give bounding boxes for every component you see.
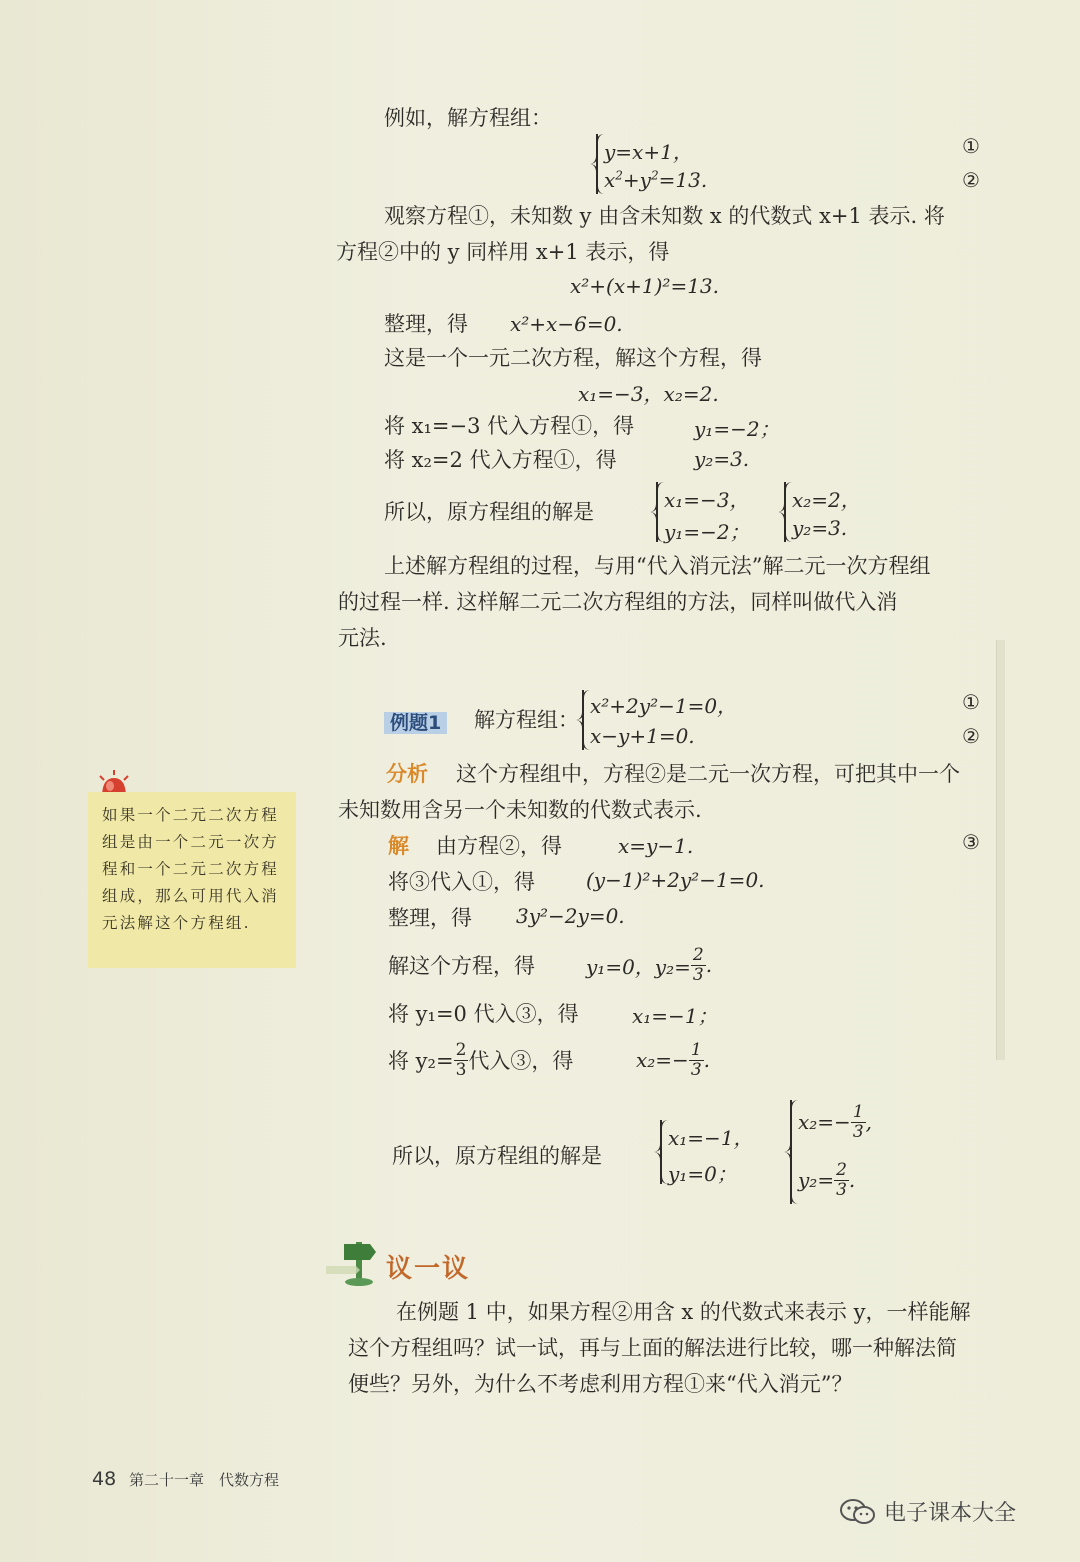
substituted-equation: x²+(x+1)²=13.: [570, 274, 720, 298]
step-5-text: 将 y₁=0 代入③，得: [388, 1002, 579, 1026]
margin-shadow: [996, 640, 1005, 1060]
intro-eq1: y=x+1，: [604, 140, 693, 164]
chapter-title: 第二十一章 代数方程: [128, 1471, 279, 1489]
arrange-label: 整理，得: [384, 312, 468, 336]
summary-line-1: 上述解方程组的过程，与用“代入消元法”解二元一次方程组: [384, 554, 931, 578]
example-label: 解方程组：: [474, 708, 579, 732]
discuss-line-1: 在例题 1 中，如果方程②用含 x 的代数式来表示 y，一样能解: [396, 1300, 971, 1324]
step-1-text: 由方程②，得: [436, 834, 562, 858]
eq-mark-1: ①: [962, 134, 980, 158]
intro-eq2: $x^2+y^2=13$.: [604, 168, 708, 192]
plug-line-1: 将 x₁=−3 代入方程①，得: [384, 414, 635, 438]
example-mark-2: ②: [962, 724, 980, 748]
step-3-eq: 3y²−2y=0.: [516, 904, 625, 928]
step-4-eq: y₁=0，y₂= $\frac{2}{3}$ .: [586, 944, 713, 985]
solution-label: 所以，原方程组的解是: [384, 500, 594, 524]
example-mark-3: ③: [962, 830, 980, 854]
eq-mark-2: ②: [962, 168, 980, 192]
page-number: 48: [92, 1468, 117, 1490]
wechat-watermark: 电子课本大全: [840, 1496, 1016, 1527]
example-tag: 例题1: [384, 708, 447, 735]
step-2-eq: (y−1)²+2y²−1=0.: [586, 868, 765, 892]
solution-2-y: y₂=3.: [792, 516, 848, 540]
step-2-text: 将③代入①，得: [388, 870, 535, 894]
observe-line-1: 观察方程①，未知数 y 由含未知数 x 的代数式 x+1 表示. 将: [384, 204, 945, 228]
page-footer: [92, 1468, 279, 1490]
wechat-icon: [840, 1498, 876, 1526]
example-eq2: x−y+1=0.: [590, 724, 695, 748]
summary-line-2: 的过程一样. 这样解二元二次方程组的方法，同样叫做代入消: [338, 590, 898, 614]
final-1-x: x₁=−1，: [668, 1126, 754, 1150]
sidebar-note: 如果一个二元二次方程组是由一个二元一次方程和一个二元二次方程组成，那么可用代入消元法解这个方程组.: [88, 792, 296, 968]
example-mark-1: ①: [962, 690, 980, 714]
step-3-text: 整理，得: [388, 906, 472, 930]
plug-result-2: y₂=3.: [694, 447, 750, 471]
discuss-line-3: 便些？另外，为什么不考虑利用方程①来“代入消元”？: [348, 1372, 853, 1396]
step-5-res: x₁=−1；: [632, 1004, 718, 1028]
analysis-line-2: 未知数用含另一个未知数的代数式表示.: [338, 798, 702, 822]
step-6: 将 y₂= $\frac{2}{3}$ 代入③，得: [388, 1039, 574, 1080]
quadratic-text: 这是一个一元二次方程，解这个方程，得: [384, 346, 762, 370]
arrange-equation: x²+x−6=0.: [510, 312, 623, 336]
solution-2-x: x₂=2，: [792, 488, 861, 512]
solution-tag: 解: [388, 833, 409, 858]
step-4-text: 解这个方程，得: [388, 954, 535, 978]
analysis-tag: 分析: [386, 761, 428, 786]
final-1-y: y₁=0；: [668, 1162, 737, 1186]
observe-line-2: 方程②中的 y 同样用 x+1 表示，得: [336, 240, 670, 264]
step-6-res: x₂=− $\frac{1}{3}$ .: [636, 1039, 710, 1080]
analysis-line-1: 这个方程组中，方程②是二元一次方程，可把其中一个: [456, 762, 960, 786]
final-2-x: x₂=− $\frac{1}{3}$ ,: [798, 1101, 872, 1142]
final-2-y: y₂= $\frac{2}{3}$ .: [798, 1159, 856, 1200]
roots: x₁=−3，x₂=2.: [578, 382, 719, 406]
final-solution-label: 所以，原方程组的解是: [392, 1144, 602, 1168]
summary-line-3: 元法.: [338, 626, 387, 650]
discuss-line-2: 这个方程组吗？试一试，再与上面的解法进行比较，哪一种解法简: [348, 1336, 957, 1360]
plug-line-2: 将 x₂=2 代入方程①，得: [384, 448, 617, 472]
example-eq1: x²+2y²−1=0，: [590, 694, 738, 718]
solution-1-x: x₁=−3，: [664, 488, 750, 512]
step-1-eq: x=y−1.: [618, 834, 694, 858]
plug-result-1: y₁=−2；: [694, 417, 780, 441]
signpost-icon: [326, 1232, 384, 1288]
intro-lead: 例如，解方程组：: [384, 106, 552, 130]
solution-1-y: y₁=−2；: [664, 520, 750, 544]
discuss-title: 议一议: [386, 1254, 471, 1284]
